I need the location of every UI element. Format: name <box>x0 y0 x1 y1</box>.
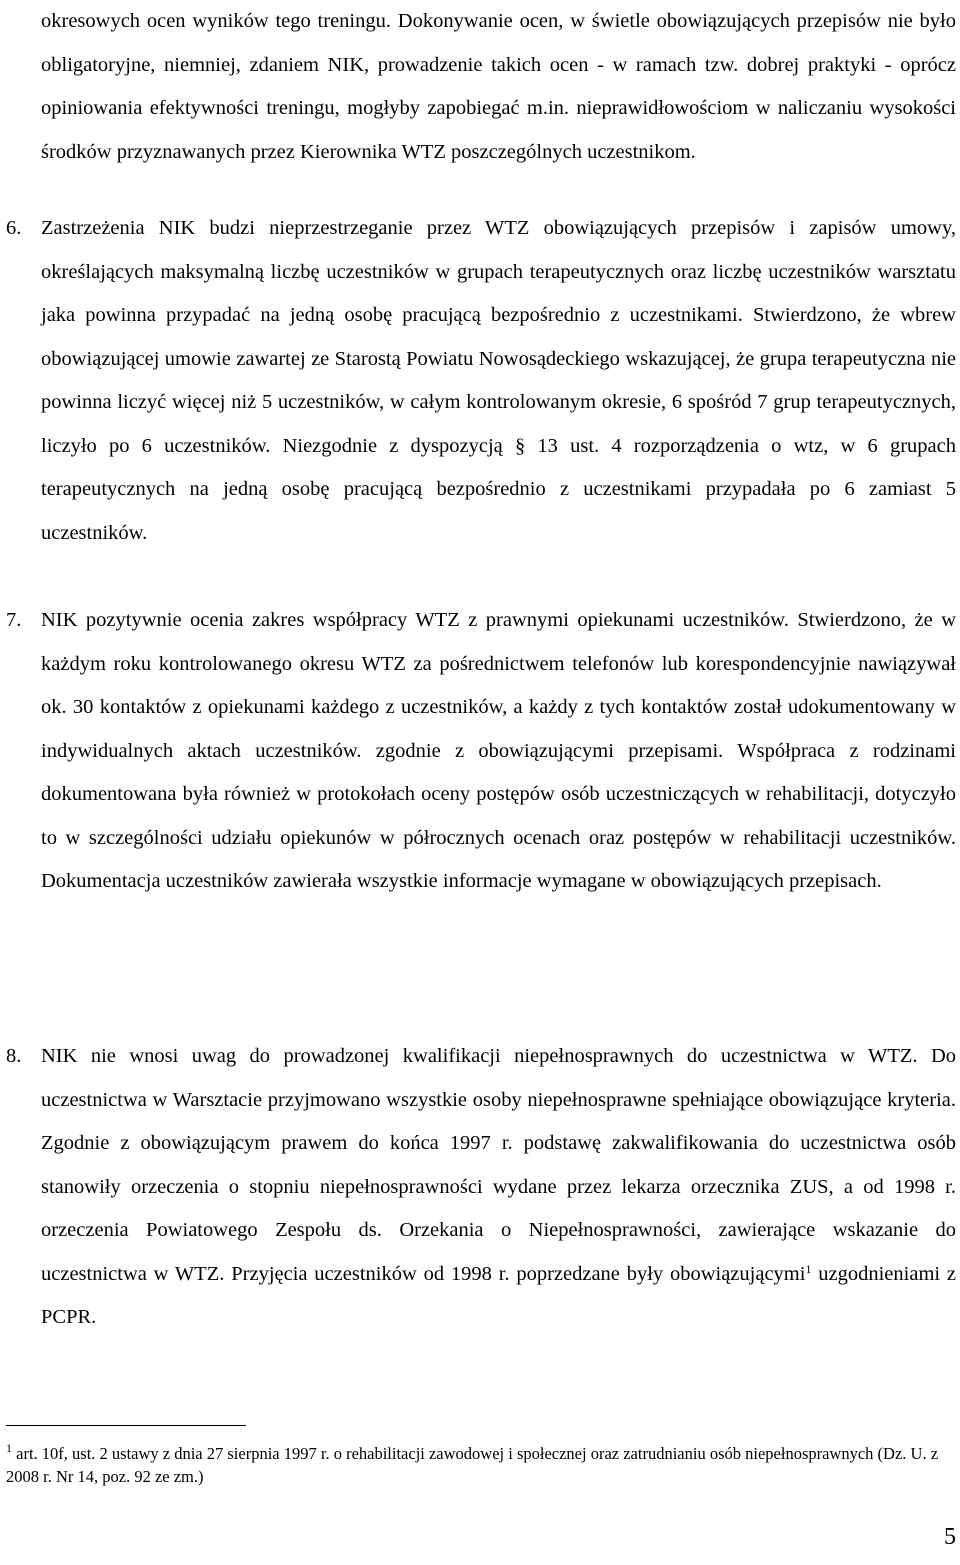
footnote-text: art. 10f, ust. 2 ustawy z dnia 27 sierpnia 1997 r. o rehabilitacji zawodowej i społecznej oraz zatrudnianiu osób niepełnosprawnych (Dz. U. z 2008 r. Nr 14, poz. 92 ze zm.) <box>6 1444 939 1486</box>
item-number: 8. <box>6 1045 22 1067</box>
item-text: NIK pozytywnie ocenia zakres współpracy WTZ z prawnymi opiekunami uczestników. Stwierdzono, że w każdym roku kontrolowanego okresu WTZ za pośrednictwem telefonów lub korespondencyjnie nawiązywał ok. 30 kontaktów z opiekunami każdego z uczestników, a każdy z tych kontaktów został udokumentowany w indywidualnych aktach uczestników. zgodnie z obowiązującymi przepisami. Współpraca z rodzinami dokumentowana była również w protokołach oceny postępów osób uczestniczących w rehabilitacji, dotyczyło to w szczególności udziału opiekunów w półrocznych ocenach oraz postępów w rehabilitacji uczestników. Dokumentacja uczestników zawierała wszystkie informacje wymagane w obowiązujących przepisach. <box>41 609 956 892</box>
item-text: Zastrzeżenia NIK budzi nieprzestrzeganie przez WTZ obowiązujących przepisów i zapisów umowy, określających maksymalną liczbę uczestników w grupach terapeutycznych oraz liczbę uczestników warsztatu jaka powinna przypadać na jedną osobę pracującą bezpośrednio z uczestnikami. Stwierdzono, że wbrew obowiązującej umowie zawartej ze Starostą Powiatu Nowosądeckiego wskazującej, że grupa terapeutyczna nie powinna liczyć więcej niż 5 uczestników, w całym kontrolowanym okresie, 6 spośród 7 grup terapeutycznych, liczyło po 6 uczestników. Niezgodnie z dyspozycją § 13 ust. 4 rozporządzenia o wtz, w 6 grupach terapeutycznych na jedną osobę pracującą bezpośrednio z uczestnikami przypadała po 6 zamiast 5 uczestników. <box>41 217 956 544</box>
footnote-reference[interactable]: 1 <box>805 1261 812 1276</box>
footnote <box>6 1442 956 1488</box>
item-number: 7. <box>6 609 22 631</box>
item-text <box>41 1035 956 1340</box>
list-item-6 <box>6 207 956 555</box>
page-number: 5 <box>944 1524 956 1550</box>
item-number: 6. <box>6 217 22 239</box>
item-text-main: NIK nie wnosi uwag do prowadzonej kwalifikacji niepełnosprawnych do uczestnictwa w WTZ. Do uczestnictwa w Warsztacie przyjmowano wszystkie osoby niepełnosprawne spełniające obowiązujące kryteria. Zgodnie z obowiązującym prawem do końca 1997 r. podstawę zakwalifikowania do uczestnictwa osób stanowiły orzeczenia o stopniu niepełnosprawności wydane przez lekarza orzecznika ZUS, a od 1998 r. orzeczenia Powiatowego Zespołu ds. Orzekania o Niepełnosprawności, zawierające wskazanie do uczestnictwa w WTZ. Przyjęcia uczestników od 1998 r. poprzedzane były obowiązującymi <box>41 1045 956 1285</box>
intro-paragraph: okresowych ocen wyników tego treningu. Dokonywanie ocen, w świetle obowiązujących przepisów nie było obligatoryjne, niemniej, zdaniem NIK, prowadzenie takich ocen - w ramach tzw. dobrej praktyki - oprócz opiniowania efektywności treningu, mogłyby zapobiegać m.in. nieprawidłowościom w naliczaniu wysokości środków przyznawanych przez Kierownika WTZ poszczególnych uczestnikom. <box>41 10 956 163</box>
footnote-marker: 1 <box>6 1441 12 1455</box>
footnote-separator <box>6 1425 246 1426</box>
list-item-8 <box>6 1035 956 1340</box>
item-text-end: uzgodnieniami z PCPR. <box>41 1262 957 1328</box>
list-item-7 <box>6 599 956 904</box>
